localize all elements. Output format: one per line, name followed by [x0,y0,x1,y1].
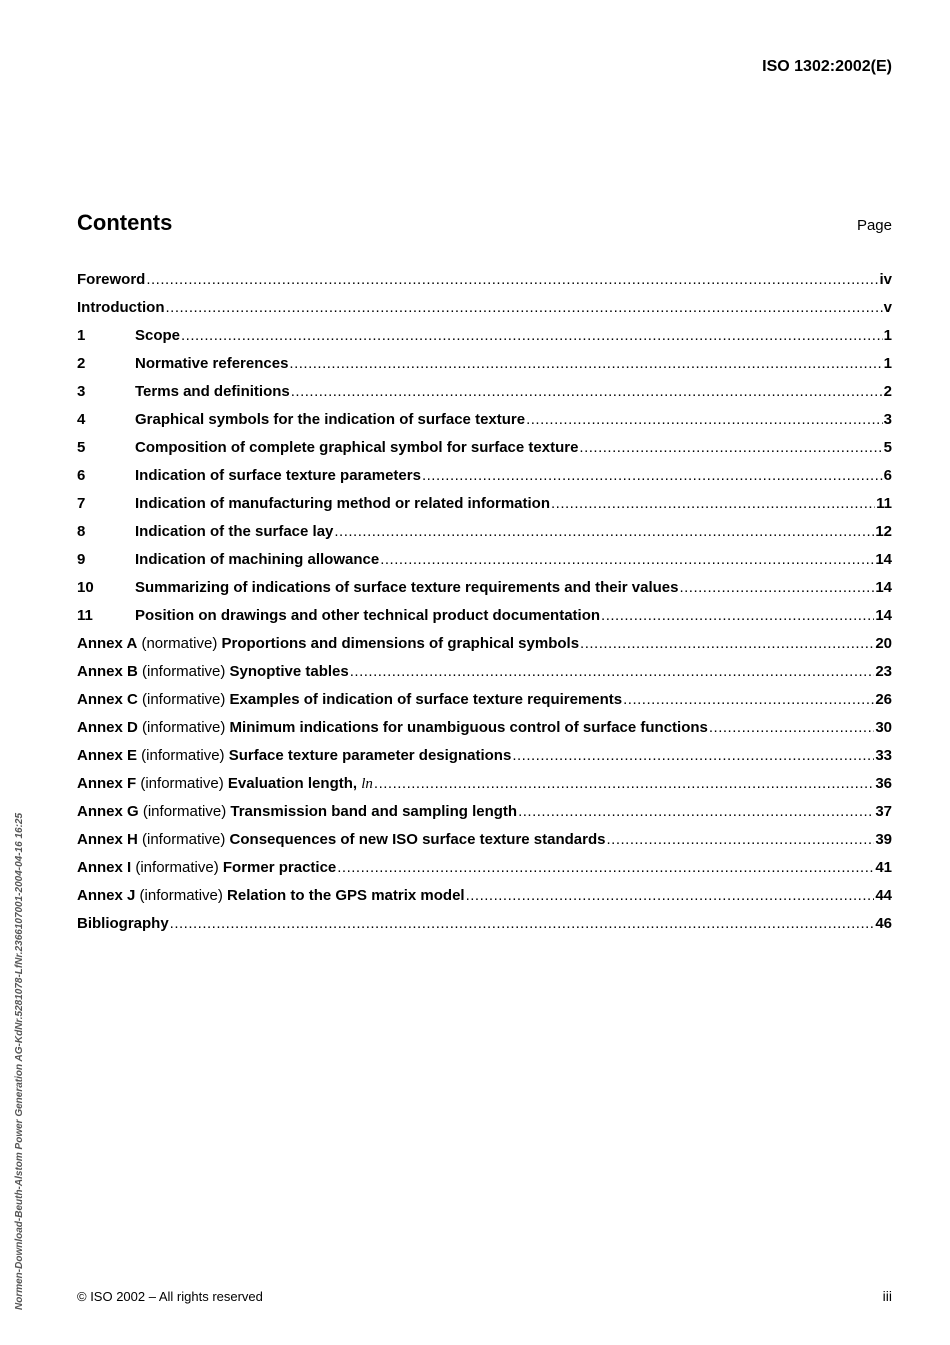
annex-label: Annex A [77,635,138,652]
toc-entry-title: Indication of the surface lay [135,523,334,540]
toc-dot-leader [334,518,874,546]
toc-dot-leader [165,294,882,322]
toc-entry-title: Graphical symbols for the indication of surface texture [135,411,526,428]
toc-entry-text [77,714,708,742]
toc-dot-leader [422,462,883,490]
toc-entry-text [135,434,578,462]
toc-entry-title: Proportions and dimensions of graphical symbols [221,635,580,652]
toc-dot-leader [350,658,875,686]
toc-entry-title: Scope [135,327,181,344]
toc-entry-variable: ln [361,776,373,792]
toc-entry-text [135,518,333,546]
footer-copyright: © ISO 2002 – All rights reserved [77,1289,263,1304]
toc-entry-text [135,546,379,574]
toc-dot-leader [374,770,874,798]
toc-entry[interactable] [77,518,892,546]
annex-label: Annex B [77,663,138,680]
toc-entry-text [77,798,517,826]
toc-entry[interactable] [77,378,892,406]
toc-dot-leader [512,742,874,770]
toc-entry-page: 12 [875,523,892,540]
toc-entry-text [135,490,550,518]
toc-dot-leader [181,322,883,350]
toc-entry-title: Bibliography [77,915,169,932]
toc-entry-page: 2 [883,383,892,400]
toc-entry[interactable] [77,882,892,910]
toc-entry-page: 23 [875,663,892,680]
toc-dot-leader [170,910,875,938]
toc-entry-number: 11 [77,607,93,624]
toc-entry-text [135,406,525,434]
toc-dot-leader [526,406,883,434]
toc-entry-page: 20 [875,635,892,652]
toc-entry-text [135,322,180,350]
toc-entry-title: Foreword [77,271,146,288]
toc-dot-leader [551,490,875,518]
toc-entry-title: Normative references [135,355,289,372]
toc-entry[interactable] [77,854,892,882]
toc-entry-number: 10 [77,579,94,596]
toc-entry-text [77,266,145,294]
toc-dot-leader [337,854,874,882]
toc-entry-page: 1 [883,327,892,344]
toc-entry-title: Former practice [222,859,337,876]
toc-dot-leader [518,798,874,826]
toc-entry-page: 5 [883,439,892,456]
toc-entry-page: 37 [875,803,892,820]
toc-dot-leader [601,602,874,630]
toc-entry-title: Transmission band and sampling length [230,803,518,820]
toc-entry-title: Introduction [77,299,165,316]
toc-entry-title: Position on drawings and other technical product documentation [135,607,601,624]
annex-label: Annex J [77,887,136,904]
toc-entry-title: Indication of manufacturing method or related information [135,495,551,512]
toc-entry-page: 36 [875,775,892,792]
toc-entry-title: Synoptive tables [229,663,349,680]
annex-qualifier: (informative) [131,859,223,876]
toc-entry-page: 30 [875,719,892,736]
toc-entry-number: 1 [77,327,86,344]
toc-entry-number: 8 [77,523,86,540]
toc-entry[interactable] [77,798,892,826]
annex-qualifier: (informative) [137,663,230,680]
toc-entry-number: 9 [77,551,86,568]
annex-label: Annex I [77,859,132,876]
toc-entry-title: Examples of indication of surface texture requirements [229,691,623,708]
toc-entry-title: Terms and definitions [135,383,290,400]
toc-entry-text [77,770,373,798]
annex-qualifier: (informative) [136,775,228,792]
toc-entry-number: 6 [77,467,86,484]
annex-qualifier: (informative) [137,747,229,764]
toc-entry[interactable] [77,266,892,294]
toc-dot-leader [291,378,883,406]
annex-qualifier: (informative) [137,691,230,708]
toc-entry-page: 6 [883,467,892,484]
toc-entry-page: 11 [876,495,892,512]
toc-entry[interactable] [77,546,892,574]
toc-entry[interactable] [77,742,892,770]
document-id: ISO 1302:2002(E) [762,58,892,75]
toc-dot-leader [606,826,874,854]
toc-entry[interactable] [77,826,892,854]
toc-dot-leader [580,630,874,658]
toc-entry-page: iv [879,271,892,288]
toc-entry-page: 26 [875,691,892,708]
annex-label: Annex E [77,747,138,764]
toc-entry[interactable] [77,322,892,350]
toc-entry-number: 2 [77,355,86,372]
toc-entry[interactable] [77,350,892,378]
annex-label: Annex G [77,803,139,820]
toc-entry-text [77,854,336,882]
toc-entry[interactable] [77,490,892,518]
toc-entry-page: 33 [875,747,892,764]
page-column-label: Page [856,217,892,234]
toc-entry-text [135,378,290,406]
toc-entry-text [135,602,600,630]
toc-dot-leader [623,686,874,714]
toc-dot-leader [289,350,882,378]
toc-dot-leader [380,546,874,574]
toc-entry[interactable] [77,602,892,630]
annex-label: Annex D [77,719,138,736]
annex-label: Annex C [77,691,138,708]
toc-entry-text [77,910,169,938]
toc-dot-leader [709,714,874,742]
table-of-contents [77,266,892,938]
toc-entry-title: Evaluation length, [227,775,362,792]
annex-qualifier: (informative) [135,887,228,904]
toc-entry-title: Minimum indications for unambiguous control of surface functions [229,719,708,736]
toc-entry-title: Relation to the GPS matrix model [227,887,465,904]
toc-dot-leader [579,434,882,462]
toc-entry-text [135,574,678,602]
toc-entry-page: 41 [875,859,892,876]
toc-entry-text [77,882,465,910]
toc-dot-leader [679,574,874,602]
toc-entry[interactable] [77,574,892,602]
toc-entry-title: Composition of complete graphical symbol for surface texture [135,439,579,456]
annex-label: Annex F [77,775,137,792]
toc-entry-page: 3 [883,411,892,428]
toc-entry[interactable] [77,770,892,798]
toc-entry-number: 7 [77,495,86,512]
toc-entry[interactable] [77,714,892,742]
toc-entry-page: 1 [883,355,892,372]
toc-entry-number: 3 [77,383,86,400]
annex-qualifier: (normative) [137,635,222,652]
toc-entry[interactable] [77,658,892,686]
toc-dot-leader [146,266,878,294]
toc-entry[interactable] [77,406,892,434]
toc-entry-page: v [883,299,892,316]
toc-entry-text [77,294,164,322]
toc-entry-text [135,350,288,378]
annex-qualifier: (informative) [137,831,230,848]
toc-entry-text [77,630,579,658]
toc-entry-page: 14 [875,551,892,568]
toc-entry-text [77,658,349,686]
footer-page-number: iii [882,1288,892,1304]
toc-entry-title: Indication of machining allowance [135,551,380,568]
toc-entry[interactable] [77,434,892,462]
toc-entry-text [77,742,511,770]
toc-entry-title: Consequences of new ISO surface texture standards [229,831,606,848]
toc-entry-number: 5 [77,439,86,456]
toc-entry-text [135,462,421,490]
toc-entry-title: Surface texture parameter designations [228,747,512,764]
toc-entry[interactable] [77,462,892,490]
toc-entry-page: 14 [875,607,892,624]
contents-title: Contents [77,210,173,235]
toc-entry[interactable] [77,686,892,714]
toc-entry-page: 39 [875,831,892,848]
annex-qualifier: (informative) [137,719,230,736]
toc-entry[interactable] [77,630,892,658]
toc-dot-leader [466,882,875,910]
toc-entry-title: Indication of surface texture parameters [135,467,421,484]
toc-entry-page: 46 [875,915,892,932]
toc-entry-title: Summarizing of indications of surface texture requirements and their values [135,579,679,596]
toc-entry[interactable] [77,910,892,938]
toc-entry-text [77,686,622,714]
annex-qualifier: (informative) [138,803,231,820]
toc-entry-number: 4 [77,411,86,428]
toc-entry-text [77,826,605,854]
toc-entry-page: 14 [875,579,892,596]
annex-label: Annex H [77,831,138,848]
toc-entry-page: 44 [875,887,892,904]
download-watermark-note: Normen-Download-Beuth-Alstom Power Generation AG-KdNr.5281078-LfNr.2366107001-2004-04-16 16:25 [14,812,25,1310]
toc-entry[interactable] [77,294,892,322]
